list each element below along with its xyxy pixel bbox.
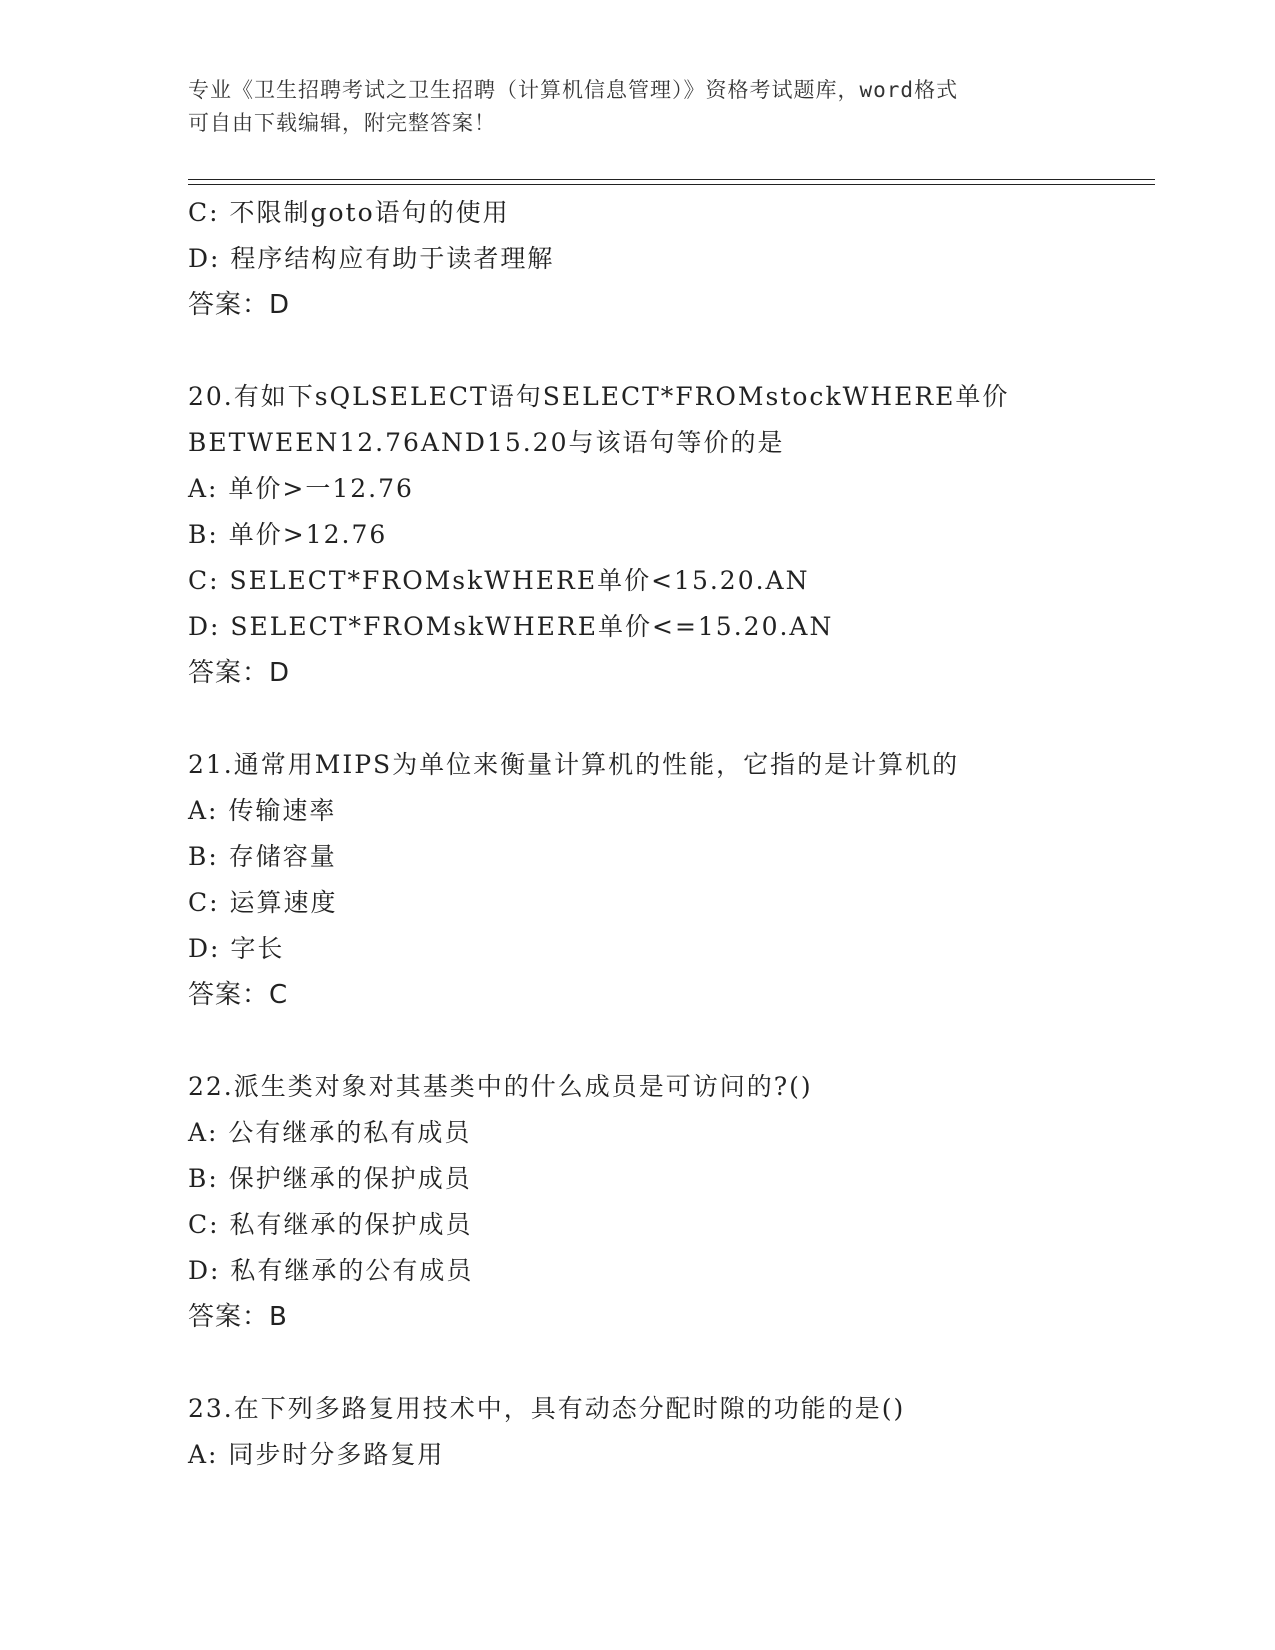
option-c: C: 私有继承的保护成员 xyxy=(188,1210,473,1239)
option-d: D: 程序结构应有助于读者理解 xyxy=(188,244,555,273)
question-text: BETWEEN12.76AND15.20与该语句等价的是 xyxy=(188,428,785,457)
spacer xyxy=(188,1340,1188,1386)
option-b: B: 单价>12.76 xyxy=(188,520,388,549)
option-b: B: 保护继承的保护成员 xyxy=(188,1164,472,1193)
spacer xyxy=(188,696,1188,742)
option-a: A: 同步时分多路复用 xyxy=(188,1440,445,1469)
option-c: C: SELECT*FROMskWHERE单价<15.20.AN xyxy=(188,566,810,595)
question-23 xyxy=(188,1386,1188,1478)
option-d: D: 私有继承的公有成员 xyxy=(188,1256,474,1285)
question-text: 23.在下列多路复用技术中，具有动态分配时隙的功能的是() xyxy=(188,1394,906,1423)
question-19-continued xyxy=(188,190,1188,328)
header-line-1: 专业《卫生招聘考试之卫生招聘（计算机信息管理）》资格考试题库，word格式 xyxy=(188,78,959,102)
question-text: 21.通常用MIPS为单位来衡量计算机的性能，它指的是计算机的 xyxy=(188,750,960,779)
question-list xyxy=(188,190,1188,1478)
question-text: 22.派生类对象对其基类中的什么成员是可访问的?() xyxy=(188,1072,813,1101)
question-21 xyxy=(188,742,1188,1018)
option-a: A: 公有继承的私有成员 xyxy=(188,1118,472,1147)
answer-line: 答案：D xyxy=(188,658,291,688)
option-a: A: 单价>一12.76 xyxy=(188,474,414,503)
question-text: 20.有如下sQLSELECT语句SELECT*FROMstockWHERE单价 xyxy=(188,382,1010,411)
header-line-2: 可自由下载编辑，附完整答案！ xyxy=(188,111,496,135)
question-22 xyxy=(188,1064,1188,1340)
answer-line: 答案：D xyxy=(188,290,291,320)
option-b: B: 存储容量 xyxy=(188,842,337,871)
option-d: D: SELECT*FROMskWHERE单价<=15.20.AN xyxy=(188,612,834,641)
option-c: C: 不限制goto语句的使用 xyxy=(188,198,510,227)
question-20 xyxy=(188,374,1188,696)
document-header xyxy=(188,74,1088,140)
answer-line: 答案：B xyxy=(188,1302,288,1332)
header-divider-top xyxy=(188,179,1155,180)
spacer xyxy=(188,328,1188,374)
option-c: C: 运算速度 xyxy=(188,888,338,917)
option-d: D: 字长 xyxy=(188,934,285,963)
spacer xyxy=(188,1018,1188,1064)
header-divider-bottom xyxy=(188,184,1155,185)
answer-line: 答案：C xyxy=(188,980,289,1010)
option-a: A: 传输速率 xyxy=(188,796,337,825)
